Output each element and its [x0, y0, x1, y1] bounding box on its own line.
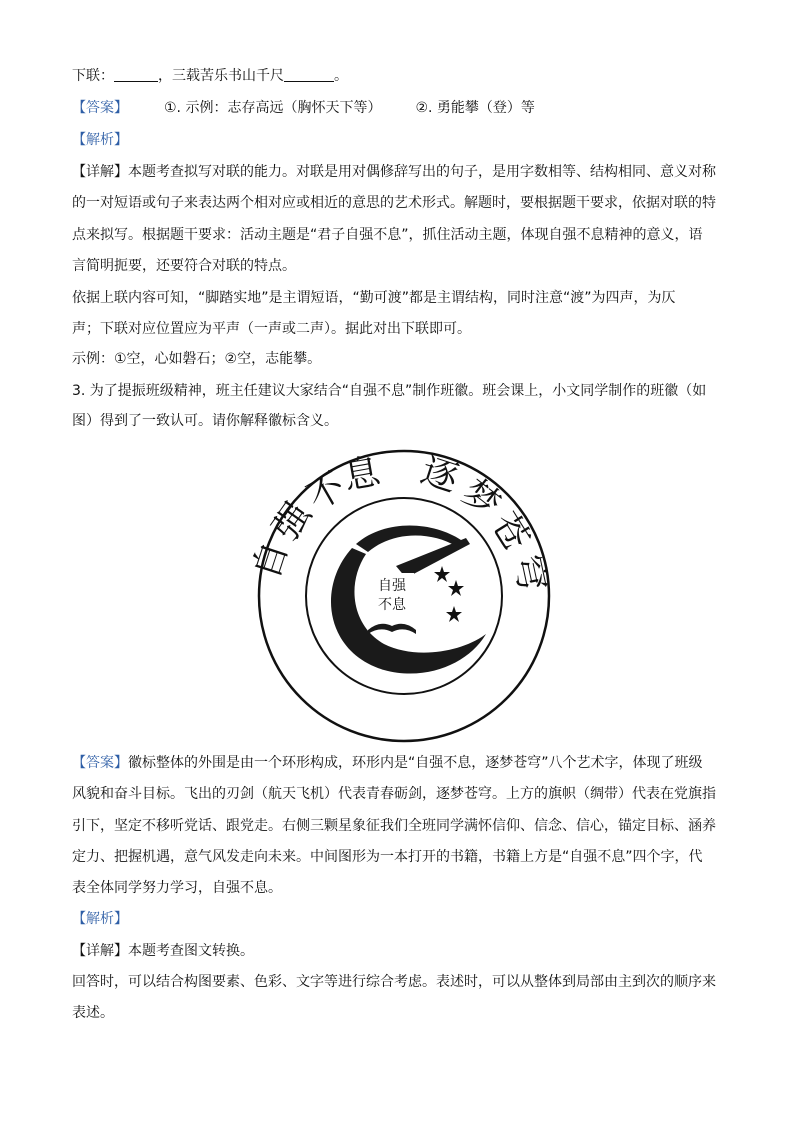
lower-couplet-label: 下联：: [72, 68, 114, 84]
paragraph-line: 依据上联内容可知，“脚踏实地”是主谓短语，“勤可渡”都是主谓结构，同时注意“渡”为四声，为仄: [72, 290, 676, 306]
answer-tag: 【答案】: [72, 100, 128, 116]
ring-char: 苍: [482, 505, 537, 559]
answer-option-2: ②. 勇能攀（登）等: [415, 100, 535, 116]
detail-line-2: 【详解】本题考查图文转换。: [72, 943, 254, 959]
paragraph-line: 风貌和奋斗目标。飞出的刃剑（航天飞机）代表青春砺剑，逐梦苍穹。上方的旗帜（绸带）代表在党旗指: [72, 786, 716, 802]
ring-char: 梦: [454, 471, 508, 527]
ring-char: 息: [340, 451, 384, 498]
analysis-tag: 【解析】: [72, 132, 128, 148]
analysis-tag: 【解析】: [72, 911, 128, 927]
detail-tag: 【详解】: [72, 943, 128, 959]
center-text-line-1: 自强: [378, 578, 406, 594]
period: 。: [334, 68, 348, 84]
answer-option-1: ①. 示例：志存高远（胸怀天下等）: [164, 100, 382, 116]
paragraph-line: 点来拟写。根据题干要求：活动主题是“君子自强不息”，抓住活动主题，体现自强不息精神的意义，语: [72, 227, 703, 243]
answer-tag: 【答案】: [72, 755, 128, 771]
paragraph-line: 表全体同学努力学习，自强不息。: [72, 880, 282, 896]
center-text-line-2: 不息: [378, 597, 406, 613]
detail-line-1: [72, 163, 724, 181]
question-3-line-2: 图）得到了一致认可。请你解释徽标含义。: [72, 413, 338, 429]
star-icon: [446, 606, 462, 622]
class-emblem-image: [246, 448, 554, 744]
analysis-line-2: [72, 910, 724, 928]
analysis-line-1: [72, 131, 724, 149]
paragraph-line: 回答时，可以结合构图要素、色彩、文字等进行综合考虑。表述时，可以从整体到局部由主到次的顺序来: [72, 974, 716, 990]
ring-char: 逐: [416, 450, 464, 501]
ring-char: 自: [246, 536, 297, 584]
lower-couplet-text: ，三载苦乐书山千尺: [158, 68, 284, 84]
paragraph-line: 表述。: [72, 1005, 114, 1021]
paragraph-line: 言简明扼要，还要符合对联的特点。: [72, 258, 296, 274]
couplet-lower-line: [72, 67, 724, 85]
ring-char: 穹: [505, 551, 554, 596]
paragraph-line: 的一对短语或句子来表达两个相对应或相近的意思的艺术形式。解题时，要根据题干要求，依据对联的特: [72, 195, 716, 211]
ring-char: 强: [265, 494, 320, 548]
question-3-line-1: 3. 为了提振班级精神，班主任建议大家结合“自强不息”制作班徽。班会课上，小文同学制作的班徽（如: [72, 383, 707, 399]
paragraph-line: 定力、把握机遇，意气风发走向未来。中间图形为一本打开的书籍，书籍上方是“自强不息”四个字，代: [72, 849, 703, 865]
star-icon: [448, 580, 464, 596]
answer-blank-1[interactable]: [114, 67, 158, 82]
star-icon: [434, 566, 450, 582]
answer-line-1: [72, 99, 724, 117]
answer-blank-2[interactable]: [284, 67, 334, 82]
detail-tag: 【详解】: [72, 164, 128, 180]
paragraph-line: 引下，坚定不移听党话、跟党走。右侧三颗星象征我们全班同学满怀信仰、信念、信心，锚定目标、涵养: [72, 818, 716, 834]
paragraph-line: 示例：①空，心如磐石；②空，志能攀。: [72, 351, 322, 367]
answer-2-line-1: 【答案】徽标整体的外围是由一个环形构成，环形内是“自强不息，逐梦苍穹”八个艺术字，体现了班级: [72, 755, 703, 771]
ring-char: 不: [300, 465, 353, 519]
detail-text: 本题考查拟写对联的能力。对联是用对偶修辞写出的句子，是用字数相等、结构相同、意义对称: [128, 164, 716, 180]
paragraph-line: 声；下联对应位置应为平声（一声或二声）。据此对出下联即可。: [72, 321, 471, 337]
open-book-icon: [368, 624, 416, 634]
sword-shape: [396, 538, 470, 578]
